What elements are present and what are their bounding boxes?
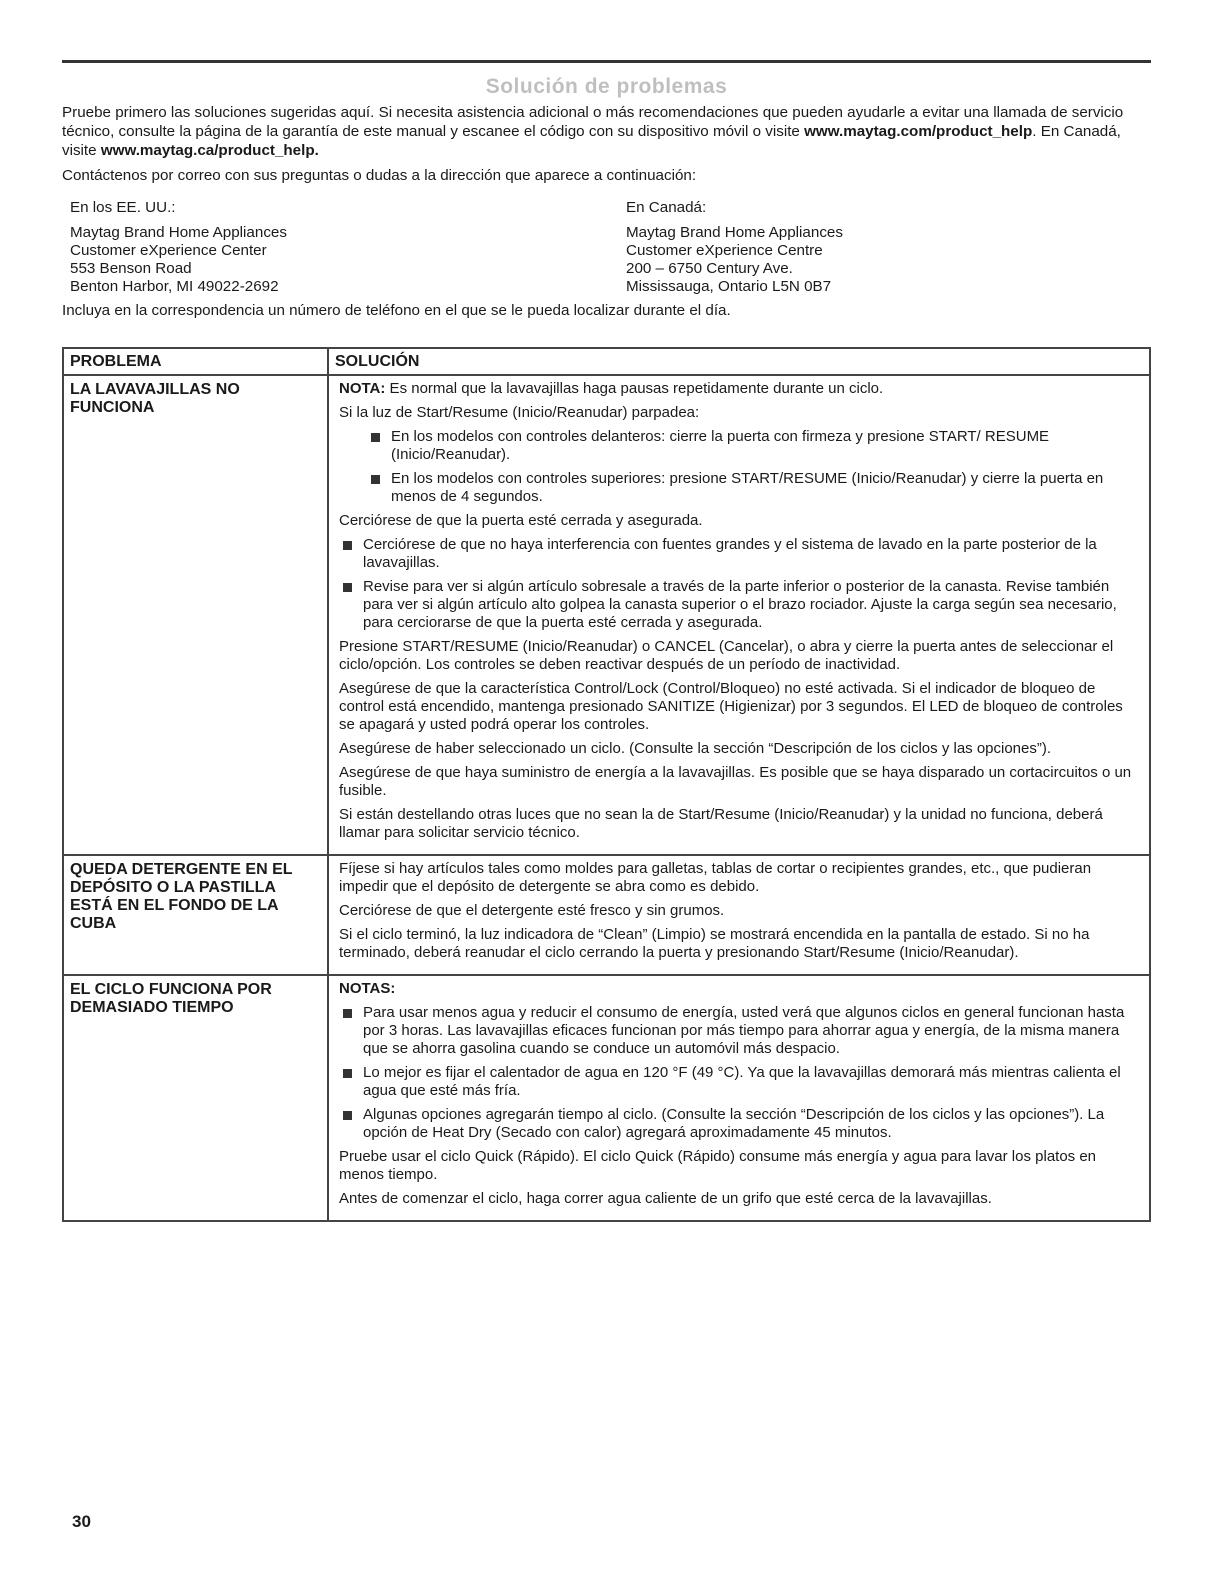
address-us-line: Customer eXperience Center <box>70 242 267 259</box>
address-us-line: Maytag Brand Home Appliances <box>70 224 287 241</box>
bullet-item <box>339 470 1139 506</box>
address-us-line: 553 Benson Road <box>70 260 192 277</box>
solution-paragraph: Si están destellando otras luces que no sean la de Start/Resume (Inicio/Reanudar) y la unidad no funciona, deberá llamar para solicitar servicio técnico. <box>339 806 1103 841</box>
solution-paragraph: Asegúrese de que la característica Control/Lock (Control/Bloqueo) no esté activada. Si el indicador de bloqueo de control está encendido, mantenga presionado SANITIZE (Higienizar) por 3 segundos. El LED de bloqueo de controles se apagará y usted podrá operar los controles. <box>339 680 1123 733</box>
troubleshooting-table <box>62 347 1151 1222</box>
page-number: 30 <box>72 1512 91 1531</box>
square-bullet-icon <box>343 541 352 550</box>
address-ca-line: Customer eXperience Centre <box>626 242 823 259</box>
contact-note: Contáctenos por correo con sus preguntas o dudas a la dirección que aparece a continuación: <box>62 167 697 184</box>
solution-paragraph: Presione START/RESUME (Inicio/Reanudar) o CANCEL (Cancelar), o abra y cierre la puerta antes de seleccionar el ciclo/opción. Los controles se deben reactivar después de un período de inactividad. <box>339 638 1114 673</box>
column-header-solution: SOLUCIÓN <box>328 348 1150 375</box>
solution-paragraph: Si el ciclo terminó, la luz indicadora de “Clean” (Limpio) se mostrará encendida en la pantalla de estado. Si no ha terminado, deberá reanudar el ciclo cerrando la puerta y presionando Start/Resume (Inicio/Reanudar). <box>339 926 1090 961</box>
bullet-item <box>339 428 1139 464</box>
page-title: Solución de problemas <box>485 75 728 98</box>
address-ca-heading: En Canadá: <box>626 199 707 216</box>
square-bullet-icon <box>343 1009 352 1018</box>
bullet-text: En los modelos con controles delanteros: cierre la puerta con firmeza y presione START/ RESUME (Inicio/Reanudar). <box>391 428 1050 463</box>
addresses <box>62 199 1151 296</box>
intro-paragraph <box>62 103 1151 160</box>
bullet-item <box>339 536 1139 572</box>
page-header <box>62 60 1151 320</box>
intro-text-2: . En Canadá, visite <box>62 123 1121 159</box>
bullet-text: En los modelos con controles superiores: presione START/RESUME (Inicio/Reanudar) y cierre la puerta en menos de 4 segundos. <box>391 470 1104 505</box>
link-maytag-ca[interactable]: www.maytag.ca/product_help. <box>100 142 319 159</box>
table-body <box>63 375 1150 1221</box>
note-label: NOTAS: <box>339 980 396 997</box>
table-row <box>63 855 1150 975</box>
square-bullet-icon <box>371 475 380 484</box>
solution-paragraph: Asegúrese de que haya suministro de energía a la lavavajillas. Es posible que se haya disparado un cortacircuitos o un fusible. <box>339 764 1132 799</box>
address-ca <box>618 199 843 296</box>
column-header-problem: PROBLEMA <box>63 348 328 375</box>
solution-paragraph: Pruebe usar el ciclo Quick (Rápido). El ciclo Quick (Rápido) consume más energía y agua para lavar los platos en menos tiempo. <box>339 1148 1097 1183</box>
address-us <box>62 199 618 296</box>
problem-cell: QUEDA DETERGENTE EN EL DEPÓSITO O LA PASTILLA ESTÁ EN EL FONDO DE LA CUBA <box>63 855 328 975</box>
include-phone-note: Incluya en la correspondencia un número de teléfono en el que se le pueda localizar durante el día. <box>62 302 731 319</box>
square-bullet-icon <box>343 583 352 592</box>
solution-paragraph: Cerciórese de que el detergente esté fresco y sin grumos. <box>339 902 725 919</box>
bullet-item <box>339 1004 1139 1058</box>
bullet-text: Para usar menos agua y reducir el consumo de energía, usted verá que algunos ciclos en general funcionan hasta por 3 horas. Las lavavajillas eficaces funcionan por más tiempo para ahorrar agua y energía, de la misma manera que se ahorra gasolina cuando se conduce un automóvil más despacio. <box>363 1004 1125 1057</box>
solution-paragraph <box>339 380 1139 398</box>
solution-paragraph: Antes de comenzar el ciclo, haga correr agua caliente de un grifo que esté cerca de la lavavajillas. <box>339 1190 992 1207</box>
solution-paragraph: Cerciórese de que la puerta esté cerrada y asegurada. <box>339 512 703 529</box>
note-label: NOTA: <box>339 380 386 397</box>
solution-paragraph: Asegúrese de haber seleccionado un ciclo. (Consulte la sección “Descripción de los ciclos y las opciones”). <box>339 740 1052 757</box>
solution-paragraph: Si la luz de Start/Resume (Inicio/Reanudar) parpadea: <box>339 404 700 421</box>
solution-cell <box>328 855 1150 975</box>
square-bullet-icon <box>343 1111 352 1120</box>
table-row <box>63 975 1150 1221</box>
bullet-item <box>339 1064 1139 1100</box>
square-bullet-icon <box>343 1069 352 1078</box>
solution-paragraph: Fíjese si hay artículos tales como moldes para galletas, tablas de cortar o recipientes grandes, etc., que pudieran impedir que el depósito de detergente se abra como es debido. <box>339 860 1092 895</box>
table-header-row <box>63 348 1150 375</box>
note-text: Es normal que la lavavajillas haga pausas repetidamente durante un ciclo. <box>385 380 884 397</box>
bullet-item <box>339 1106 1139 1142</box>
bullet-text: Revise para ver si algún artículo sobresale a través de la parte inferior o posterior de la canasta. Revise también para ver si algún artículo alto golpea la canasta superior o el brazo rociador. Ajuste la carga según sea necesario, para cerciorarse de que la puerta esté cerrada y asegurada. <box>363 578 1117 631</box>
problem-cell: LA LAVAVAJILLAS NO FUNCIONA <box>63 375 328 855</box>
table-row <box>63 375 1150 855</box>
square-bullet-icon <box>371 433 380 442</box>
bullet-text: Cerciórese de que no haya interferencia con fuentes grandes y el sistema de lavado en la parte posterior de la lavavajillas. <box>363 536 1097 571</box>
bullet-text: Lo mejor es fijar el calentador de agua en 120 °F (49 °C). Ya que la lavavajillas demorará más mientras calienta el agua que esté más fría. <box>363 1064 1121 1099</box>
intro-text-1: Pruebe primero las soluciones sugeridas aquí. Si necesita asistencia adicional o más recomendaciones que pueden ayudarle a evitar una llamada de servicio técnico, consulte la página de la garantía de este manual y escanee el código con su dispositivo móvil o visite <box>62 104 1124 140</box>
bullet-text: Algunas opciones agregarán tiempo al ciclo. (Consulte la sección “Descripción de los ciclos y las opciones”). La opción de Heat Dry (Secado con calor) agregará aproximadamente 45 minutos. <box>363 1106 1105 1141</box>
solution-cell <box>328 975 1150 1221</box>
address-us-line: Benton Harbor, MI 49022-2692 <box>70 278 279 295</box>
link-maytag-us[interactable]: www.maytag.com/product_help <box>804 123 1033 140</box>
solution-paragraph <box>339 980 1139 998</box>
address-ca-line: 200 – 6750 Century Ave. <box>626 260 793 277</box>
solution-cell <box>328 375 1150 855</box>
address-us-heading: En los EE. UU.: <box>70 199 176 216</box>
address-ca-line: Maytag Brand Home Appliances <box>626 224 843 241</box>
bullet-item <box>339 578 1139 632</box>
problem-cell: EL CICLO FUNCIONA POR DEMASIADO TIEMPO <box>63 975 328 1221</box>
top-rule <box>62 60 1151 63</box>
address-ca-line: Mississauga, Ontario L5N 0B7 <box>626 278 832 295</box>
